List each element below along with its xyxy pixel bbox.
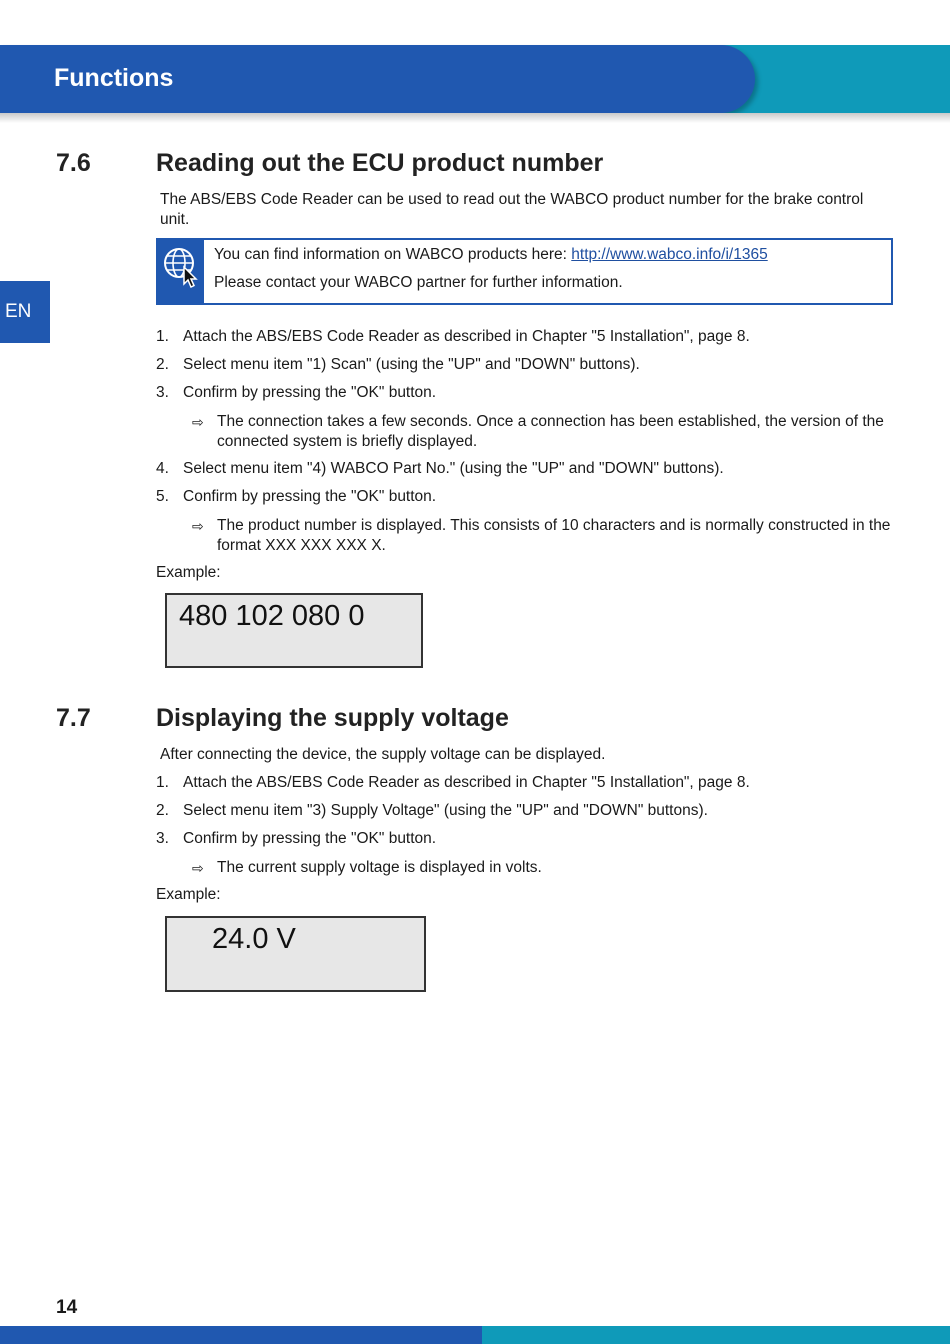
step-number: 1. xyxy=(156,774,169,791)
list-item xyxy=(156,802,708,820)
step-text: Confirm by pressing the "OK" button. xyxy=(183,384,437,401)
list-item xyxy=(156,830,436,848)
step-number: 1. xyxy=(156,328,169,345)
step-text: Attach the ABS/EBS Code Reader as described in Chapter "5 Installation", page 8. xyxy=(183,774,750,791)
step-number: 3. xyxy=(156,830,169,847)
list-item xyxy=(156,328,750,346)
section-title: Displaying the supply voltage xyxy=(156,704,509,732)
globe-cursor-icon xyxy=(162,246,202,288)
footer-bar-blue xyxy=(0,1326,482,1344)
section-number: 7.7 xyxy=(56,704,91,732)
result-text: The product number is displayed. This consists of 10 characters and is normally constructed in the format XXX XXX XXX X. xyxy=(217,517,891,554)
step-text: Select menu item "3) Supply Voltage" (using the "UP" and "DOWN" buttons). xyxy=(183,802,708,819)
result-text: The connection takes a few seconds. Once a connection has been established, the version of the connected system is briefly displayed. xyxy=(217,413,884,450)
info-line-1 xyxy=(214,246,768,264)
info-text: You can find information on WABCO products here: xyxy=(214,246,572,263)
step-text: Select menu item "4) WABCO Part No." (using the "UP" and "DOWN" buttons). xyxy=(183,460,724,477)
example-label: Example: xyxy=(156,564,221,581)
step-number: 3. xyxy=(156,384,169,401)
info-icon-cell xyxy=(158,240,204,303)
step-number: 4. xyxy=(156,460,169,477)
list-item xyxy=(156,384,436,402)
list-item xyxy=(156,488,436,506)
language-tab: EN xyxy=(0,281,50,343)
display-example-product-number xyxy=(165,593,423,668)
list-item xyxy=(156,460,724,478)
list-item xyxy=(156,774,750,792)
step-number: 2. xyxy=(156,356,169,373)
wabco-info-link[interactable]: http://www.wabco.info/i/1365 xyxy=(571,246,768,263)
footer-bar-teal xyxy=(482,1326,950,1344)
result-text: The current supply voltage is displayed in volts. xyxy=(217,859,542,876)
display-example-voltage xyxy=(165,916,426,992)
step-text: Select menu item "1) Scan" (using the "UP" and "DOWN" buttons). xyxy=(183,356,640,373)
page-title: Functions xyxy=(54,64,174,92)
step-text: Attach the ABS/EBS Code Reader as described in Chapter "5 Installation", page 8. xyxy=(183,328,750,345)
example-label: Example: xyxy=(156,886,221,903)
intro-paragraph: The ABS/EBS Code Reader can be used to read out the WABCO product number for the brake control unit. xyxy=(160,191,864,228)
result-item xyxy=(192,412,892,452)
list-item xyxy=(156,356,640,374)
step-text: Confirm by pressing the "OK" button. xyxy=(183,830,437,847)
section-title: Reading out the ECU product number xyxy=(156,149,604,177)
result-item xyxy=(192,516,892,556)
result-arrow-icon: ⇨ xyxy=(192,860,204,876)
display-value: 480 102 080 0 xyxy=(179,600,365,632)
page-number: 14 xyxy=(56,1297,78,1318)
result-item xyxy=(192,858,892,878)
section-number: 7.6 xyxy=(56,149,91,177)
result-arrow-icon: ⇨ xyxy=(192,414,204,430)
step-number: 5. xyxy=(156,488,169,505)
step-text: Confirm by pressing the "OK" button. xyxy=(183,488,437,505)
info-box xyxy=(156,238,893,305)
display-value: 24.0 V xyxy=(212,923,296,955)
step-number: 2. xyxy=(156,802,169,819)
result-arrow-icon: ⇨ xyxy=(192,518,204,534)
header-shadow xyxy=(0,113,950,123)
intro-paragraph: After connecting the device, the supply voltage can be displayed. xyxy=(160,746,606,763)
info-line-2: Please contact your WABCO partner for further information. xyxy=(214,274,623,291)
